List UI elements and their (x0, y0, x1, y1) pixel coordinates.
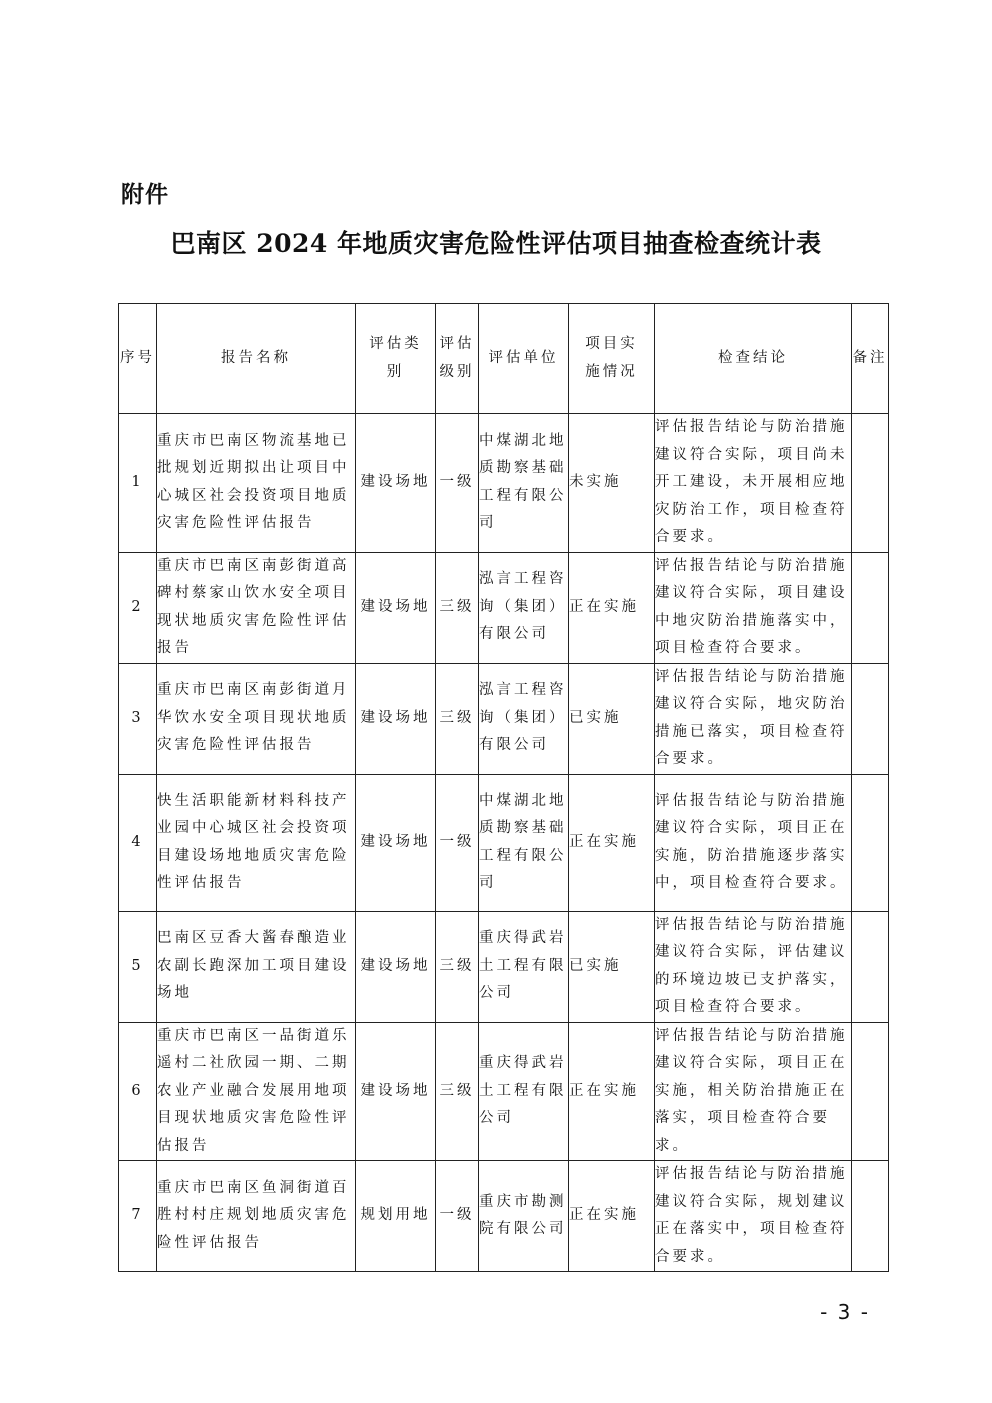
table-row (119, 663, 889, 774)
cell-type: 建设场地 (356, 911, 436, 1022)
cell-conclusion: 评估报告结论与防治措施建议符合实际，项目尚未开工建设，未开展相应地灾防治工作，项目检查符合要求。 (655, 414, 852, 553)
cell-status: 未实施 (569, 414, 655, 553)
cell-type: 建设场地 (356, 414, 436, 553)
cell-conclusion: 评估报告结论与防治措施建议符合实际，地灾防治措施已落实，项目检查符合要求。 (655, 663, 852, 774)
cell-report-name: 重庆市巴南区一品街道乐遥村二社欣园一期、二期农业产业融合发展用地项目现状地质灾害危险性评估报告 (157, 1022, 356, 1161)
table-header-row (119, 304, 889, 414)
cell-seq: 6 (119, 1022, 157, 1161)
cell-report-name: 重庆市巴南区物流基地已批规划近期拟出让项目中心城区社会投资项目地质灾害危险性评估报告 (157, 414, 356, 553)
cell-seq: 5 (119, 911, 157, 1022)
header-status: 项目实施情况 (569, 304, 655, 414)
table-row (119, 414, 889, 553)
cell-type: 规划用地 (356, 1161, 436, 1272)
page-number: - 3 - (820, 1300, 870, 1324)
statistics-table (118, 303, 889, 1272)
cell-level: 三级 (436, 552, 479, 663)
cell-report-name: 重庆市巴南区鱼洞街道百胜村村庄规划地质灾害危险性评估报告 (157, 1161, 356, 1272)
cell-unit: 重庆得武岩土工程有限公司 (479, 911, 569, 1022)
cell-unit: 泓言工程咨询（集团）有限公司 (479, 663, 569, 774)
cell-unit: 泓言工程咨询（集团）有限公司 (479, 552, 569, 663)
cell-unit: 重庆市勘测院有限公司 (479, 1161, 569, 1272)
cell-level: 三级 (436, 911, 479, 1022)
cell-type: 建设场地 (356, 774, 436, 911)
cell-status: 已实施 (569, 663, 655, 774)
cell-seq: 2 (119, 552, 157, 663)
header-seq: 序号 (119, 304, 157, 414)
cell-type: 建设场地 (356, 663, 436, 774)
cell-status: 正在实施 (569, 774, 655, 911)
cell-conclusion: 评估报告结论与防治措施建议符合实际，规划建议正在落实中，项目检查符合要求。 (655, 1161, 852, 1272)
table-row (119, 911, 889, 1022)
cell-seq: 4 (119, 774, 157, 911)
table-row (119, 1161, 889, 1272)
cell-seq: 1 (119, 414, 157, 553)
header-type: 评估类别 (356, 304, 436, 414)
cell-report-name: 重庆市巴南区南彭街道月华饮水安全项目现状地质灾害危险性评估报告 (157, 663, 356, 774)
cell-level: 三级 (436, 1022, 479, 1161)
table-row (119, 1022, 889, 1161)
header-conclusion: 检查结论 (655, 304, 852, 414)
cell-unit: 重庆得武岩土工程有限公司 (479, 1022, 569, 1161)
cell-conclusion: 评估报告结论与防治措施建议符合实际，项目正在实施，相关防治措施正在落实，项目检查符合要求。 (655, 1022, 852, 1161)
cell-remark (852, 663, 889, 774)
cell-remark (852, 911, 889, 1022)
attachment-label: 附件 (121, 182, 169, 208)
cell-remark (852, 552, 889, 663)
cell-conclusion: 评估报告结论与防治措施建议符合实际，项目建设中地灾防治措施落实中，项目检查符合要求。 (655, 552, 852, 663)
cell-type: 建设场地 (356, 1022, 436, 1161)
cell-report-name: 巴南区豆香大酱春酿造业农副长跑深加工项目建设场地 (157, 911, 356, 1022)
table-row (119, 774, 889, 911)
header-name: 报告名称 (157, 304, 356, 414)
cell-status: 正在实施 (569, 552, 655, 663)
cell-report-name: 快生活职能新材料科技产业园中心城区社会投资项目建设场地地质灾害危险性评估报告 (157, 774, 356, 911)
table-row (119, 552, 889, 663)
cell-remark (852, 1022, 889, 1161)
cell-status: 正在实施 (569, 1022, 655, 1161)
cell-remark (852, 1161, 889, 1272)
cell-remark (852, 774, 889, 911)
cell-seq: 3 (119, 663, 157, 774)
cell-conclusion: 评估报告结论与防治措施建议符合实际，评估建议的环境边坡已支护落实，项目检查符合要求。 (655, 911, 852, 1022)
cell-level: 三级 (436, 663, 479, 774)
cell-type: 建设场地 (356, 552, 436, 663)
cell-status: 已实施 (569, 911, 655, 1022)
cell-level: 一级 (436, 1161, 479, 1272)
header-remark: 备注 (852, 304, 889, 414)
cell-unit: 中煤湖北地质勘察基础工程有限公司 (479, 414, 569, 553)
cell-level: 一级 (436, 774, 479, 911)
header-unit: 评估单位 (479, 304, 569, 414)
cell-level: 一级 (436, 414, 479, 553)
document-title: 巴南区 2024 年地质灾害危险性评估项目抽查检查统计表 (170, 229, 822, 258)
cell-remark (852, 414, 889, 553)
cell-unit: 中煤湖北地质勘察基础工程有限公司 (479, 774, 569, 911)
cell-seq: 7 (119, 1161, 157, 1272)
cell-conclusion: 评估报告结论与防治措施建议符合实际，项目正在实施，防治措施逐步落实中，项目检查符合要求。 (655, 774, 852, 911)
header-level: 评估级别 (436, 304, 479, 414)
cell-status: 正在实施 (569, 1161, 655, 1272)
cell-report-name: 重庆市巴南区南彭街道高碑村蔡家山饮水安全项目 现状地质灾害危险性评估报告 (157, 552, 356, 663)
